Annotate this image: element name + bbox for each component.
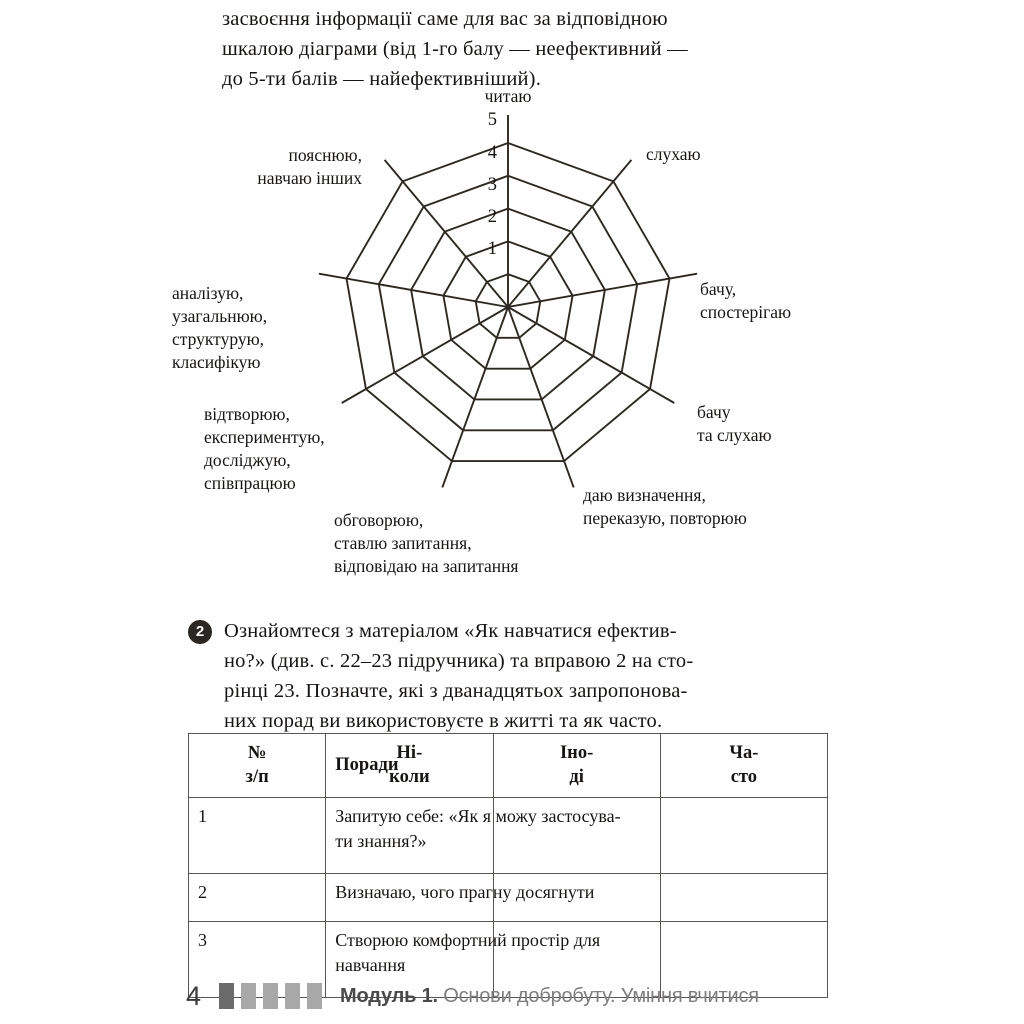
- col-header-text: Ча-: [729, 743, 759, 763]
- col-header-text: сто: [730, 767, 758, 787]
- radar-label-text: навчаю інших: [257, 168, 362, 188]
- radar-label-sluhayu: [646, 143, 701, 166]
- radar-label-text: даю визначення,: [583, 485, 706, 505]
- radar-label-text: пояснюю,: [288, 145, 362, 165]
- radar-label-text: переказую, повторюю: [583, 508, 747, 528]
- checkbox-cell-often[interactable]: [660, 798, 827, 874]
- module-square-3: [263, 983, 278, 1009]
- footer-module-rest: Основи добробуту. Уміння вчитися: [437, 984, 759, 1007]
- radar-label-text: відповідаю на запитання: [334, 556, 519, 576]
- footer-module-bold: Модуль 1.: [340, 984, 438, 1007]
- radar-label-text: читаю: [484, 86, 532, 106]
- table-header-row: № з/п Поради Ні- коли Іно- ді Ча- сто: [189, 734, 828, 798]
- col-header-number: [189, 734, 326, 798]
- advice-table: [188, 733, 828, 998]
- col-header-often: [660, 734, 827, 798]
- table-row: 2 Визначаю, чого прагну досягнути: [189, 874, 828, 922]
- task-2: [188, 616, 829, 736]
- intro-line-3: до 5-ти балів — найефективніший).: [222, 68, 542, 90]
- radar-spoke-4: [508, 307, 674, 403]
- radar-label-text: структурую,: [172, 329, 265, 349]
- radar-label-text: узагальнюю,: [172, 306, 268, 326]
- radar-label-text: спостерігаю: [700, 302, 792, 322]
- radar-label-text: обговорюю,: [334, 510, 424, 530]
- intro-line-2: шкалою діаграми (від 1-го балу — неефективний —: [222, 38, 688, 60]
- radar-label-text: слухаю: [646, 144, 701, 164]
- radar-label-text: співпрацюю: [204, 473, 296, 493]
- task-line-3: рінці 23. Позначте, які з дванадцятьох запропонова-: [224, 680, 688, 702]
- radar-label-text: відтворюю,: [204, 404, 290, 424]
- table-row: 1 Запитую себе: «Як я можу застосува- ти знання?»: [189, 798, 828, 874]
- task-line-4: них порад ви використовуєте в житті та як часто.: [224, 710, 663, 732]
- page-footer: [186, 975, 846, 1017]
- task-line-2: но?» (див. с. 22–23 підручника) та вправою 2 на сто-: [224, 650, 694, 672]
- checkbox-cell-often[interactable]: [660, 874, 827, 922]
- radar-label-text: та слухаю: [697, 425, 772, 445]
- col-header-text: №: [247, 743, 267, 763]
- col-header-text: Ні-: [396, 743, 423, 763]
- radar-tick-4: 4: [487, 143, 497, 163]
- row-number: 1: [189, 798, 326, 874]
- radar-tick-5: 5: [487, 110, 497, 130]
- radar-label-analizuyu: [172, 282, 267, 374]
- radar-label-text: ставлю запитання,: [334, 533, 472, 553]
- module-square-5: [307, 983, 322, 1009]
- radar-label-text: бачу,: [700, 279, 737, 299]
- row-number: 3: [189, 922, 326, 998]
- radar-label-dayu-vyznachennya: [583, 484, 747, 530]
- radar-tick-3: 3: [487, 175, 497, 195]
- page-number: 4: [186, 980, 202, 1011]
- radar-label-chitayu: [448, 85, 568, 108]
- radar-label-text: експериментую,: [204, 427, 325, 447]
- radar-chart: [0, 88, 1024, 588]
- col-header-sometimes: [493, 734, 660, 798]
- radar-label-text: бачу: [697, 402, 731, 422]
- footer-module-text: [340, 985, 759, 1008]
- radar-label-text: аналізую,: [172, 283, 244, 303]
- radar-tick-1: 1: [487, 239, 497, 259]
- col-header-text: ді: [569, 767, 584, 787]
- radar-label-bachu-sposterigayu: [700, 278, 791, 324]
- radar-label-obgovoryuyu: [334, 509, 519, 578]
- col-header-text: з/п: [245, 767, 269, 787]
- module-square-4: [285, 983, 300, 1009]
- task-text: [224, 616, 829, 736]
- task-number-badge: 2: [188, 620, 212, 644]
- intro-line-1: засвоєння інформації саме для вас за відповідною: [222, 8, 668, 30]
- radar-label-text: досліджую,: [204, 450, 291, 470]
- col-header-text: Іно-: [559, 743, 594, 763]
- radar-label-bachu-ta-sluhayu: [697, 401, 772, 447]
- table-row: 3 Створюю комфортний простір для навчання: [189, 922, 828, 998]
- col-header-text: коли: [389, 767, 430, 787]
- module-square-1: [219, 983, 234, 1009]
- module-square-2: [241, 983, 256, 1009]
- radar-tick-2: 2: [487, 207, 497, 227]
- task-line-1: Ознайомтеся з матеріалом «Як навчатися ефектив-: [224, 620, 677, 642]
- radar-label-poyasnyuyu: [140, 144, 362, 190]
- radar-label-text: класифікую: [172, 352, 261, 372]
- row-number: 2: [189, 874, 326, 922]
- radar-spoke-7: [342, 307, 508, 403]
- intro-paragraph: [222, 4, 829, 94]
- radar-label-vidtvoryuyu: [204, 403, 325, 495]
- module-progress-squares: [219, 983, 322, 1009]
